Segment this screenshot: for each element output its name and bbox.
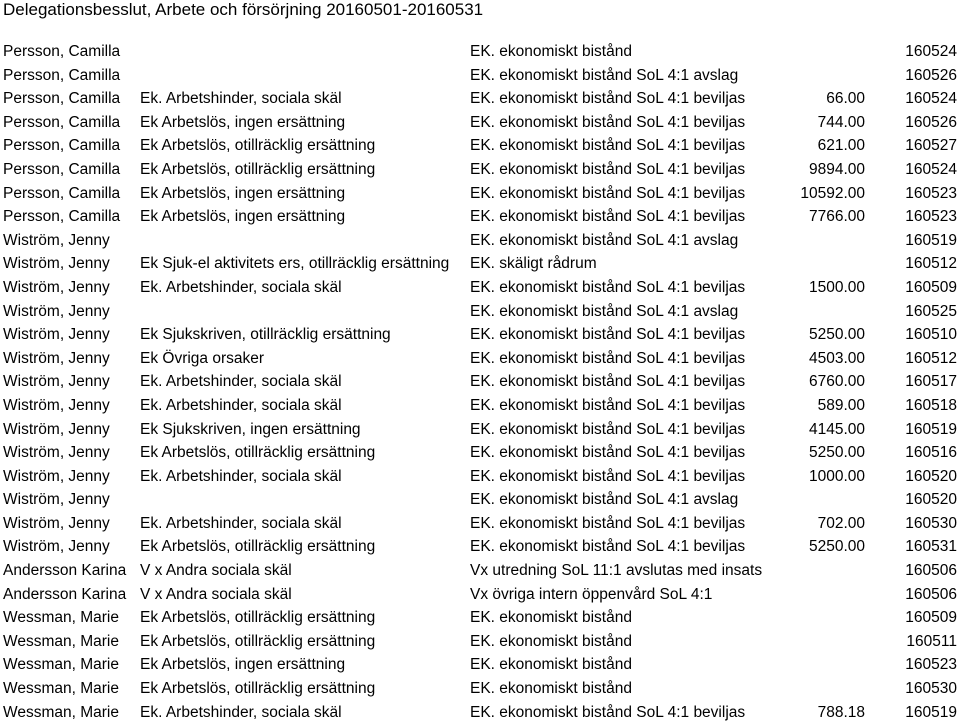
reason-text: Ek. Arbetshinder, sociala skäl bbox=[140, 373, 342, 391]
client-name: Wiström, Jenny bbox=[3, 514, 110, 532]
client-name: Persson, Camilla bbox=[3, 184, 121, 202]
client-name: Persson, Camilla bbox=[3, 160, 121, 178]
amount-value: 9894.00 bbox=[808, 160, 865, 178]
decision-text: EK. ekonomiskt bistånd SoL 4:1 beviljas bbox=[470, 467, 746, 485]
client-name: Persson, Camilla bbox=[3, 66, 121, 84]
reason-text: V x Andra sociala skäl bbox=[140, 585, 292, 603]
reason-text: Ek. Arbetshinder, sociala skäl bbox=[140, 396, 342, 414]
list-item bbox=[0, 111, 960, 135]
date-value: 160510 bbox=[905, 326, 957, 344]
amount-value: 788.18 bbox=[817, 703, 865, 721]
decision-text: EK. ekonomiskt bistånd SoL 4:1 avslag bbox=[470, 66, 739, 84]
decision-text: EK. ekonomiskt bistånd SoL 4:1 beviljas bbox=[470, 444, 746, 462]
reason-text: Ek. Arbetshinder, sociala skäl bbox=[140, 703, 342, 721]
date-value: 160512 bbox=[905, 349, 957, 367]
decision-text: EK. ekonomiskt bistånd SoL 4:1 beviljas bbox=[470, 160, 746, 178]
client-name: Persson, Camilla bbox=[3, 43, 121, 60]
amount-value: 6760.00 bbox=[808, 373, 865, 391]
reason-text: Ek Arbetslös, ingen ersättning bbox=[140, 208, 346, 226]
amount-value: 589.00 bbox=[817, 396, 865, 414]
decision-list bbox=[0, 40, 960, 724]
list-item bbox=[0, 488, 960, 512]
decision-text: EK. ekonomiskt bistånd bbox=[470, 609, 632, 627]
date-value: 160519 bbox=[905, 703, 957, 721]
decision-text: EK. ekonomiskt bistånd SoL 4:1 beviljas bbox=[470, 538, 746, 556]
reason-text: Ek Arbetslös, otillräcklig ersättning bbox=[140, 609, 376, 627]
list-item bbox=[0, 182, 960, 206]
decision-text: EK. ekonomiskt bistånd SoL 4:1 beviljas bbox=[470, 373, 746, 391]
reason-text: Ek. Arbetshinder, sociala skäl bbox=[140, 90, 342, 108]
client-name: Wiström, Jenny bbox=[3, 467, 110, 485]
amount-value: 5250.00 bbox=[808, 326, 865, 344]
date-value: 160512 bbox=[905, 255, 957, 273]
date-value: 160509 bbox=[905, 609, 957, 627]
client-name: Andersson Karina bbox=[3, 562, 127, 580]
list-item bbox=[0, 677, 960, 701]
list-item bbox=[0, 394, 960, 418]
date-value: 160519 bbox=[905, 231, 957, 249]
date-value: 160506 bbox=[905, 585, 957, 603]
date-value: 160523 bbox=[905, 184, 957, 202]
date-value: 160511 bbox=[906, 632, 957, 650]
client-name: Wiström, Jenny bbox=[3, 326, 110, 344]
date-value: 160523 bbox=[905, 656, 957, 674]
date-value: 160523 bbox=[905, 208, 957, 226]
decision-text: Vx utredning SoL 11:1 avslutas med insats bbox=[470, 562, 763, 580]
client-name: Wiström, Jenny bbox=[3, 420, 110, 438]
reason-text: Ek Sjukskriven, otillräcklig ersättning bbox=[140, 326, 391, 344]
decision-text: EK. ekonomiskt bistånd SoL 4:1 beviljas bbox=[470, 396, 746, 414]
list-item bbox=[0, 252, 960, 276]
amount-value: 744.00 bbox=[817, 113, 865, 131]
list-item bbox=[0, 229, 960, 253]
decision-text: EK. ekonomiskt bistånd SoL 4:1 avslag bbox=[470, 302, 739, 320]
date-value: 160530 bbox=[905, 514, 957, 532]
reason-text: Ek Arbetslös, otillräcklig ersättning bbox=[140, 680, 376, 698]
list-item bbox=[0, 134, 960, 158]
reason-text: Ek Sjukskriven, ingen ersättning bbox=[140, 420, 361, 438]
decision-text: EK. ekonomiskt bistånd SoL 4:1 beviljas bbox=[470, 208, 746, 226]
list-item bbox=[0, 559, 960, 583]
client-name: Wessman, Marie bbox=[3, 680, 119, 698]
decision-text: EK. ekonomiskt bistånd bbox=[470, 680, 632, 698]
client-name: Wessman, Marie bbox=[3, 656, 119, 674]
list-item bbox=[0, 535, 960, 559]
client-name: Andersson Karina bbox=[3, 585, 127, 603]
date-value: 160524 bbox=[905, 160, 957, 178]
list-item bbox=[0, 64, 960, 88]
reason-text: Ek Övriga orsaker bbox=[140, 349, 265, 367]
amount-value: 4503.00 bbox=[808, 349, 865, 367]
decision-text: EK. ekonomiskt bistånd SoL 4:1 beviljas bbox=[470, 703, 746, 721]
date-value: 160516 bbox=[905, 444, 957, 462]
client-name: Wiström, Jenny bbox=[3, 231, 110, 249]
list-item bbox=[0, 300, 960, 324]
list-item bbox=[0, 583, 960, 607]
list-item bbox=[0, 606, 960, 630]
client-name: Wiström, Jenny bbox=[3, 278, 110, 296]
date-value: 160517 bbox=[905, 373, 957, 391]
date-value: 160525 bbox=[905, 302, 957, 320]
amount-value: 1500.00 bbox=[808, 278, 865, 296]
list-item bbox=[0, 653, 960, 677]
client-name: Wessman, Marie bbox=[3, 703, 119, 721]
client-name: Wiström, Jenny bbox=[3, 255, 110, 273]
decision-text: EK. ekonomiskt bistånd SoL 4:1 avslag bbox=[470, 231, 739, 249]
amount-value: 10592.00 bbox=[800, 184, 865, 202]
reason-text: Ek. Arbetshinder, sociala skäl bbox=[140, 467, 342, 485]
reason-text: Ek Sjuk-el aktivitets ers, otillräcklig ersättning bbox=[140, 255, 450, 273]
reason-text: V x Andra sociala skäl bbox=[140, 562, 292, 580]
decision-text: EK. ekonomiskt bistånd SoL 4:1 beviljas bbox=[470, 326, 746, 344]
decision-text: EK. ekonomiskt bistånd SoL 4:1 beviljas bbox=[470, 113, 746, 131]
list-item bbox=[0, 441, 960, 465]
reason-text: Ek Arbetslös, otillräcklig ersättning bbox=[140, 538, 376, 556]
list-item bbox=[0, 701, 960, 724]
reason-text: Ek. Arbetshinder, sociala skäl bbox=[140, 278, 342, 296]
amount-value: 621.00 bbox=[817, 137, 865, 155]
client-name: Wiström, Jenny bbox=[3, 444, 110, 462]
decision-text: EK. ekonomiskt bistånd SoL 4:1 beviljas bbox=[470, 184, 746, 202]
date-value: 160519 bbox=[905, 420, 957, 438]
reason-text: Ek Arbetslös, ingen ersättning bbox=[140, 656, 346, 674]
decision-text: EK. skäligt rådrum bbox=[470, 255, 597, 273]
amount-value: 7766.00 bbox=[808, 208, 865, 226]
decision-text: EK. ekonomiskt bistånd SoL 4:1 beviljas bbox=[470, 90, 746, 108]
amount-value: 1000.00 bbox=[808, 467, 865, 485]
list-item bbox=[0, 370, 960, 394]
date-value: 160520 bbox=[905, 491, 957, 509]
list-item bbox=[0, 465, 960, 489]
list-item bbox=[0, 512, 960, 536]
client-name: Wiström, Jenny bbox=[3, 491, 110, 509]
date-value: 160524 bbox=[905, 43, 957, 60]
decision-text: EK. ekonomiskt bistånd bbox=[470, 632, 632, 650]
decision-text: Vx övriga intern öppenvård SoL 4:1 bbox=[470, 585, 713, 603]
decision-text: EK. ekonomiskt bistånd SoL 4:1 avslag bbox=[470, 491, 739, 509]
reason-text: Ek Arbetslös, ingen ersättning bbox=[140, 184, 346, 202]
reason-text: Ek Arbetslös, otillräcklig ersättning bbox=[140, 160, 376, 178]
date-value: 160524 bbox=[905, 90, 957, 108]
list-item bbox=[0, 158, 960, 182]
amount-value: 702.00 bbox=[817, 514, 865, 532]
decision-text: EK. ekonomiskt bistånd bbox=[470, 656, 632, 674]
amount-value: 66.00 bbox=[826, 90, 865, 108]
client-name: Wiström, Jenny bbox=[3, 396, 110, 414]
decision-text: EK. ekonomiskt bistånd SoL 4:1 beviljas bbox=[470, 137, 746, 155]
reason-text: Ek Arbetslös, otillräcklig ersättning bbox=[140, 137, 376, 155]
reason-text: Ek Arbetslös, otillräcklig ersättning bbox=[140, 632, 376, 650]
client-name: Persson, Camilla bbox=[3, 113, 121, 131]
client-name: Persson, Camilla bbox=[3, 208, 121, 226]
decision-text: EK. ekonomiskt bistånd SoL 4:1 beviljas bbox=[470, 278, 746, 296]
date-value: 160526 bbox=[905, 113, 957, 131]
document-title: Delegationsbesslut, Arbete och försörjning 20160501-20160531 bbox=[3, 0, 484, 19]
list-item bbox=[0, 418, 960, 442]
client-name: Wiström, Jenny bbox=[3, 373, 110, 391]
decision-text: EK. ekonomiskt bistånd SoL 4:1 beviljas bbox=[470, 349, 746, 367]
list-item bbox=[0, 276, 960, 300]
amount-value: 5250.00 bbox=[808, 444, 865, 462]
list-item bbox=[0, 205, 960, 229]
date-value: 160520 bbox=[905, 467, 957, 485]
client-name: Persson, Camilla bbox=[3, 90, 121, 108]
date-value: 160527 bbox=[905, 137, 957, 155]
date-value: 160526 bbox=[905, 66, 957, 84]
date-value: 160509 bbox=[905, 278, 957, 296]
list-item bbox=[0, 40, 960, 64]
reason-text: Ek Arbetslös, otillräcklig ersättning bbox=[140, 444, 376, 462]
reason-text: Ek. Arbetshinder, sociala skäl bbox=[140, 514, 342, 532]
decision-text: EK. ekonomiskt bistånd bbox=[470, 43, 632, 60]
date-value: 160530 bbox=[905, 680, 957, 698]
decision-text: EK. ekonomiskt bistånd SoL 4:1 beviljas bbox=[470, 514, 746, 532]
list-item bbox=[0, 323, 960, 347]
list-item bbox=[0, 630, 960, 654]
decision-text: EK. ekonomiskt bistånd SoL 4:1 beviljas bbox=[470, 420, 746, 438]
date-value: 160506 bbox=[905, 562, 957, 580]
list-item bbox=[0, 347, 960, 371]
list-item bbox=[0, 87, 960, 111]
client-name: Persson, Camilla bbox=[3, 137, 121, 155]
date-value: 160518 bbox=[905, 396, 957, 414]
date-value: 160531 bbox=[905, 538, 957, 556]
client-name: Wessman, Marie bbox=[3, 632, 119, 650]
client-name: Wessman, Marie bbox=[3, 609, 119, 627]
client-name: Wiström, Jenny bbox=[3, 349, 110, 367]
client-name: Wiström, Jenny bbox=[3, 302, 110, 320]
amount-value: 4145.00 bbox=[808, 420, 865, 438]
amount-value: 5250.00 bbox=[808, 538, 865, 556]
reason-text: Ek Arbetslös, ingen ersättning bbox=[140, 113, 346, 131]
client-name: Wiström, Jenny bbox=[3, 538, 110, 556]
